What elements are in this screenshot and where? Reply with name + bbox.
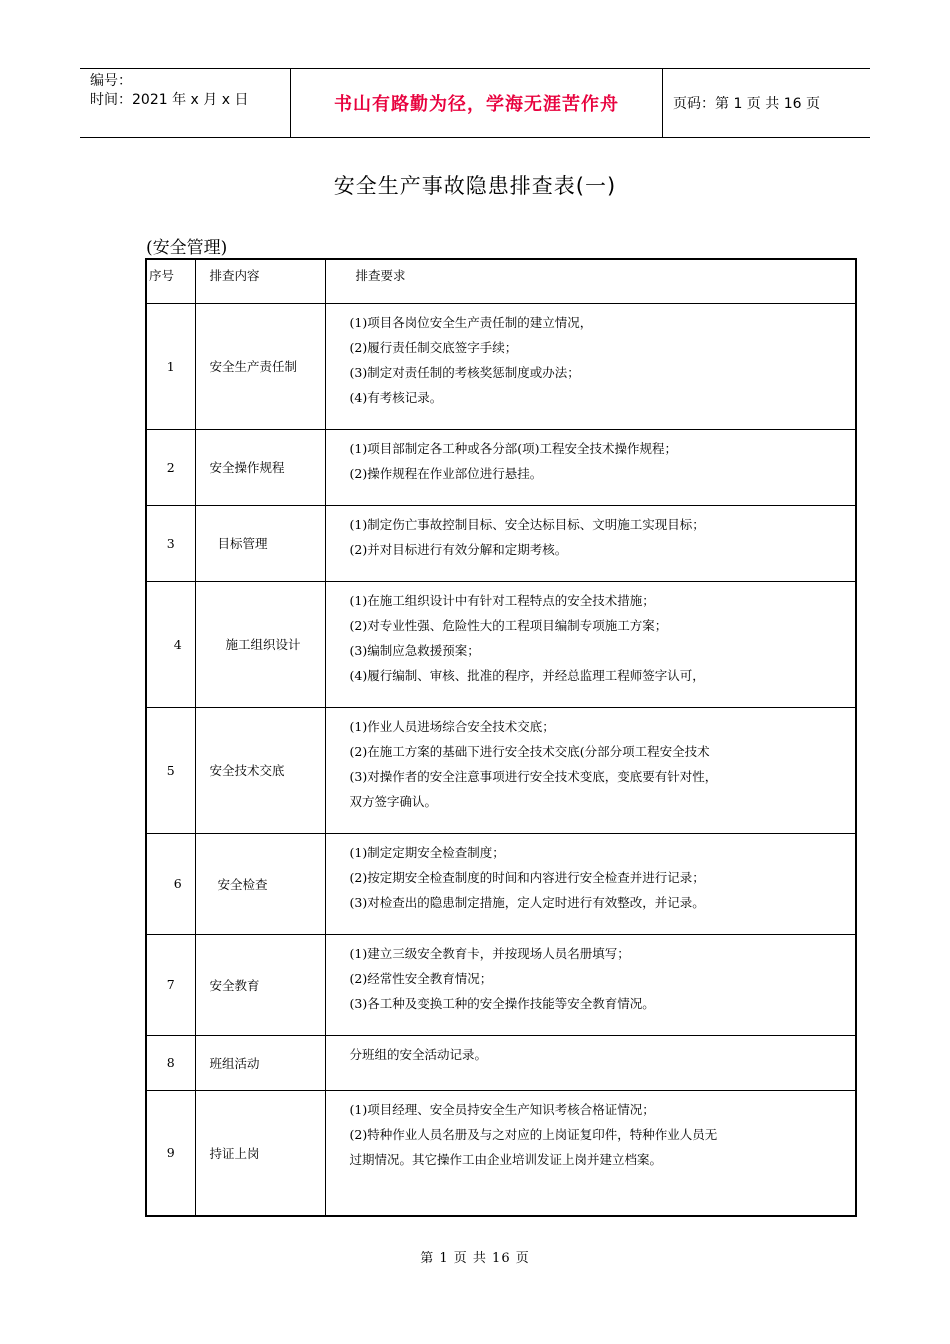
row-requirements [325, 1035, 856, 1090]
row-number: 6 [146, 833, 195, 934]
header-cell-requirement: 排查要求 [325, 259, 856, 303]
row-requirements [325, 581, 856, 707]
requirement-line: (2)经常性安全教育情况； [349, 970, 493, 986]
requirement-line: (3)对操作者的安全注意事项进行安全技术变底，变底要有针对性， [349, 768, 718, 784]
requirement-line: (2)操作规程在作业部位进行悬挂。 [349, 465, 543, 481]
row-number: 3 [146, 505, 195, 581]
requirement-line: (1)在施工组织设计中有针对工程特点的安全技术措施； [349, 592, 655, 608]
page-header [80, 68, 870, 138]
requirement-line: (1)作业人员进场综合安全技术交底； [349, 718, 555, 734]
row-item: 安全教育 [195, 934, 325, 1035]
row-item: 安全技术交底 [195, 707, 325, 833]
row-requirements [325, 934, 856, 1035]
requirement-line: (1)项目经理、安全员持安全生产知识考核合格证情况； [349, 1101, 655, 1117]
requirement-line: (1)项目部制定各工种或各分部(项)工程安全技术操作规程； [349, 440, 677, 456]
requirement-line: (1)制定定期安全检查制度； [349, 844, 505, 860]
requirement-line: (2)履行责任制交底签字手续； [349, 339, 518, 355]
inspection-table [145, 258, 857, 1217]
requirement-line: (1)制定伤亡事故控制目标、安全达标目标、文明施工实现目标； [349, 516, 705, 532]
row-requirements [325, 833, 856, 934]
requirement-line: 过期情况。其它操作工由企业培训发证上岗并建立档案。 [349, 1151, 663, 1167]
row-item: 施工组织设计 [195, 581, 325, 707]
row-requirements [325, 429, 856, 505]
requirement-line: (4)有考核记录。 [349, 389, 443, 405]
table-row [146, 1035, 856, 1090]
header-page-info: 页码：第 1 页 共 16 页 [673, 96, 820, 112]
requirement-line: (1)项目各岗位安全生产责任制的建立情况， [349, 314, 593, 330]
row-item: 持证上岗 [195, 1090, 325, 1216]
table-header-row [146, 259, 856, 303]
requirement-line: (3)编制应急救援预案； [349, 642, 480, 658]
row-number: 7 [146, 934, 195, 1035]
requirement-line: (3)制定对责任制的考核奖惩制度或办法； [349, 364, 580, 380]
requirement-line: (3)对检查出的隐患制定措施，定人定时进行有效整改，并记录。 [349, 894, 705, 910]
table-row [146, 303, 856, 429]
requirement-line: (3)各工种及变换工种的安全操作技能等安全教育情况。 [349, 995, 655, 1011]
row-requirements [325, 505, 856, 581]
requirement-line: (2)对专业性强、危险性大的工程项目编制专项施工方案； [349, 617, 668, 633]
header-cell-no: 序号 [146, 259, 195, 303]
row-item: 安全生产责任制 [195, 303, 325, 429]
header-meta [80, 69, 291, 137]
table-row [146, 505, 856, 581]
row-requirements [325, 303, 856, 429]
table-row [146, 429, 856, 505]
row-number: 4 [146, 581, 195, 707]
section-label: (安全管理) [146, 238, 228, 258]
requirement-line: (2)并对目标进行有效分解和定期考核。 [349, 541, 568, 557]
table-row [146, 934, 856, 1035]
requirement-line: (1)建立三级安全教育卡，并按现场人员名册填写； [349, 945, 630, 961]
row-item: 安全检查 [195, 833, 325, 934]
page-footer: 第 1 页 共 16 页 [420, 1251, 530, 1266]
row-number: 2 [146, 429, 195, 505]
document-number-label: 编号： [90, 73, 132, 89]
requirement-line: (2)特种作业人员名册及与之对应的上岗证复印件，特种作业人员无 [349, 1126, 718, 1142]
row-number: 8 [146, 1035, 195, 1090]
table-row [146, 581, 856, 707]
row-requirements [325, 707, 856, 833]
row-item: 目标管理 [195, 505, 325, 581]
requirement-line: (2)按定期安全检查制度的时间和内容进行安全检查并进行记录； [349, 869, 705, 885]
table-row [146, 707, 856, 833]
requirement-line: (2)在施工方案的基础下进行安全技术交底(分部分项工程安全技术 [349, 743, 710, 759]
table-row [146, 833, 856, 934]
document-title: 安全生产事故隐患排查表(一) [333, 174, 617, 198]
header-cell-item: 排查内容 [195, 259, 325, 303]
row-number: 1 [146, 303, 195, 429]
document-time-label: 时间：2021 年 x 月 x 日 [90, 92, 249, 108]
requirement-line: 双方签字确认。 [349, 793, 438, 809]
row-requirements [325, 1090, 856, 1216]
row-number: 5 [146, 707, 195, 833]
row-number: 9 [146, 1090, 195, 1216]
table-row [146, 1090, 856, 1216]
header-motto: 书山有路勤为径，学海无涯苦作舟 [291, 69, 663, 137]
requirement-line: 分班组的安全活动记录。 [349, 1046, 488, 1062]
row-item: 安全操作规程 [195, 429, 325, 505]
requirement-line: (4)履行编制、审核、批准的程序，并经总监理工程师签字认可， [349, 667, 705, 683]
row-item: 班组活动 [195, 1035, 325, 1090]
